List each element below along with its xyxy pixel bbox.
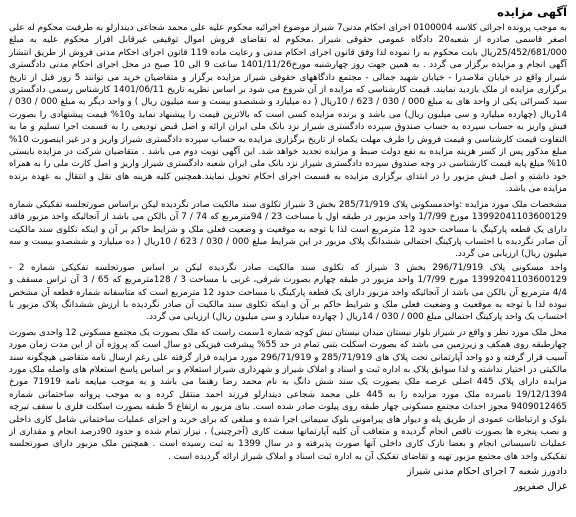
signature-name: غزال صفرپور — [513, 481, 567, 493]
notice-title: آگهی مزایده — [497, 5, 567, 19]
signature-organization: دادورز شعبه 7 اجرای احکام مدنی شیراز — [407, 466, 567, 478]
notice-paragraph-unit-one: مشخصات ملک مورد مزایده :واحدمسکونی پلاک 285/71/919 بخش 3 شیراز تکلوی سند مالکیت صادر نگردیده لیکن براساس صورتجلسه تفکیکی شماره 13992041103600129 مورخ 1/7/99 واحد مزبور در طبقه اول با مساحت 23 / 94مترمربع که 74 / 7 آن بالکن می باشد از آنجائیکه واحد مزبور فاقد دارای یک قطعه پارکینگ با مساحت حدود 12 مترمربع است لذا با توجه به موقعیت و وضعیت فعلی ملک و شرایط حاکم بر آن و اینکه تکلوی سند مالکیت آن صادر نگردیده با احتساب پارکینگ احتمالی ششدانگ پلاک مزبور در این شرایط مبلغ 000 / 030 / 623 / 10ریال ( ده میلیارد و ششصدو بیست و سه میلیون ریال) ارزیابی می گردد. — [9, 199, 568, 260]
notice-paragraph-intro: به موجب پرونده اجرائی کلاسه 0100004 اجرای احکام مدنی7 شیراز موضوع اجرائیه محکوم علیه علی محمد شجاعی دیندارلو به طرفیت محکوم له علی اصغر قاسمی صادره از شعبه20 دادگاه عمومی حقوقی شیراز ،محکوم له تقاضای فروش اموال توقیفی غیرقابل افراز محکوم علیه به مبلغ 25/452/681/000ریال بابت محکوم به را نموده لذا وفق قانون اجرای احکام مدنی و رعایت ماده 119 قانون اجرای احکام مدنی فروش از طریق انتشار آگهی انجام و مزایده برگزار می گردد . به همین جهت روز چهارشنبه مورخ1401/11/26 ساعت 9 الی 10 صبح در محل اجرای احکام مدنی دادگستری شیراز واقع در خیابان ملاصدرا - خیابان شهید جمالی - مجتمع دادگاههای حقوقی شیراز مزایده برگزار و متقاضیان خرید می توانند 5 روز قبل از تاریخ برگزاری مزایده از ملک بازدید نمایند. قیمت کارشناسی که مزایده از آن شروع می شود بر اساس نظریه تاریخ 1401/06/11 کارشناس رسمی دادگستری سید کسرائی یکی از واحد های به مبلغ 000 / 030 / 623 / 10ریال ( ده میلیارد و ششصدو بیست و سه میلیون ریال ) و واحد دیگر به مبلغ 000 / 030 / 14ریال (چهارده میلیارد و سی میلیون ریال) می باشد و برنده مزایده کسی است که بالاترین قیمت را پیشنهاد نماید و10% قیمت پیشنهادی را بصورت فیش واریز به حساب سپرده به حساب صندوق سپرده دادگستری شیراز نزد بانک ملی ایران ارائه و اصل قبض تودیعی را به قسمت اجرا تسلیم و ما به التفاوت قیمت کارشناسی و قیمت فروش را ظرف مهلت یکماه از تاریخ برگزاری مزایده به حساب سپرده دادگستری شیراز واریز و در غیر اینصورت 10% مبلغ مذکور پس از کسر هزینه مزایده به نفع دولت ضبط و مزایده تجدید خواهد شد. این آگهی نوبت دوم می باشد . متقاضیان شرکت در مزایده بایستی 10% مبلغ پایه قیمت کارشناسی در وجه صندوق سپرده دادگستری شیراز نزد بانک ملی ایران شعبه دادگستری شیراز واریز و اصل کارت ملی را به همراه خود داشته و اصل فیش مزبور را در ابتدای برگزاری مزایده به قسمت اجرای احکام تحویل نمایند.همچنین کلیه هزینه های نقل و انتقال به عهده برنده مزایده می باشد. — [9, 23, 568, 195]
notice-paragraph-location: محل ملک مورد نظر و واقع در شیراز بلوار نیستان میدان نیستان نبش کوچه شماره 1سمت راست که ملک بصورت یک مجتمع مسکونی 12 واحدی بصورت چهارطبقه روی همکف و زیرزمین می باشد که بصورت اسکلت بتنی تمام در حد 55% پیشرفت فیزیکی دو سال است که پروژه آن از این مدت زمان مورد آسیب قرار گرفته و دو واحد آپارتمانی تحت پلاک های 285/71/919 و 296/71/919 مورد مزایده قرار گرفته علی رغم ارسال نامه متقاضی هیچگونه سند مالکیتی در اختیار نداشته و لذا سوابق پلاک به اداره ثبت و اسناد و املاک شیراز و شهرداری شیراز استعلام و بر اساس پاسخ استعلام های واصله ملک مورد مزایده دارای پلاک 445 اصلی عرصه ملک بصورت یک سند شش دانگ به نام محمد رضا رهنما می باشد و به موجب مبایعه نامه 71919 مورخ 19/12/1394 نامبرده ملک مورد مزایده را به 445 علی محمد شجاعی دیندارلو فرزند احمد منتقل کرده و به موجب پروانه ساختمانی شماره 9409012465 مجوز احداث مجتمع مسکونی چهار طبقه روی پیلوت صادر شده است. بنای مزبور به ارتفاع 5 طبقه بصورت اسکلت فلزی با سقف تیرچه بلوک و ارتباطات عمودی از طریق پله و دیوار های پیرامونی بلوک سیمانی اجرا شده و مبلغی که برای خرید و اجرای عملیات ساختمانی شامل کاری داخلی و نصب پنجره ها بصورت ناقص انجام گردیده و متعاقب آن کلیه آپارتمانها سفت کاری (آجرچینی) ، نیزار تمام شده و حدود 90درصد انجام و مقداری از عملیات تاسیساتی انجام و بعضا نازک کاری داخلی آنها صورت پذیرفته و در سال 1399 به ثبت رسیده است . همچنین ملک مزبور دارای صورتجلسه تفکیکی واحد های مجتمع مزبور تهیه و تقاضای تفکیک آن به اداره ثبت اسناد و املاک شیراز ارائه گردیده است . — [9, 327, 568, 462]
notice-paragraph-unit-two: واحد مسکونی پلاک 296/71/919 بخش 3 شیراز که تکلوی سند مالکیت صادر نگردیده لیکن بر اساس صورتجلسه تفکیکی شماره 2 - 13992041103600129 مورخ 1/7/99 واحد مزبور در طبقه چهارم بصورت شرقی، غربی با مساحت 3 / 128مترمربع که 65 / 3 آن تراس مسقف و 4/4 مترمربع آن بالکن می باشد از آنجائیکه واحد مزبور دارای یک قطعه پارکینگ با مساحت حدود 12 مترمربع است که متاسفانه شماره قطعه آن مشخص نبوده لذا با توجه به موقعیت و وضعیت فعلی ملک و شرایط حاکم بر آن و اینکه تکلوی سند مالکیت آن صادر نگردیده با ارزش ششدانگ پلاک مزبور با احتساب یک واحد پارکینگ احتمالی مبلغ 000 / 030 / 14ریال ( چهارده میلیارد و سی میلیون ریال) ارزیابی می گردد. — [9, 262, 568, 323]
